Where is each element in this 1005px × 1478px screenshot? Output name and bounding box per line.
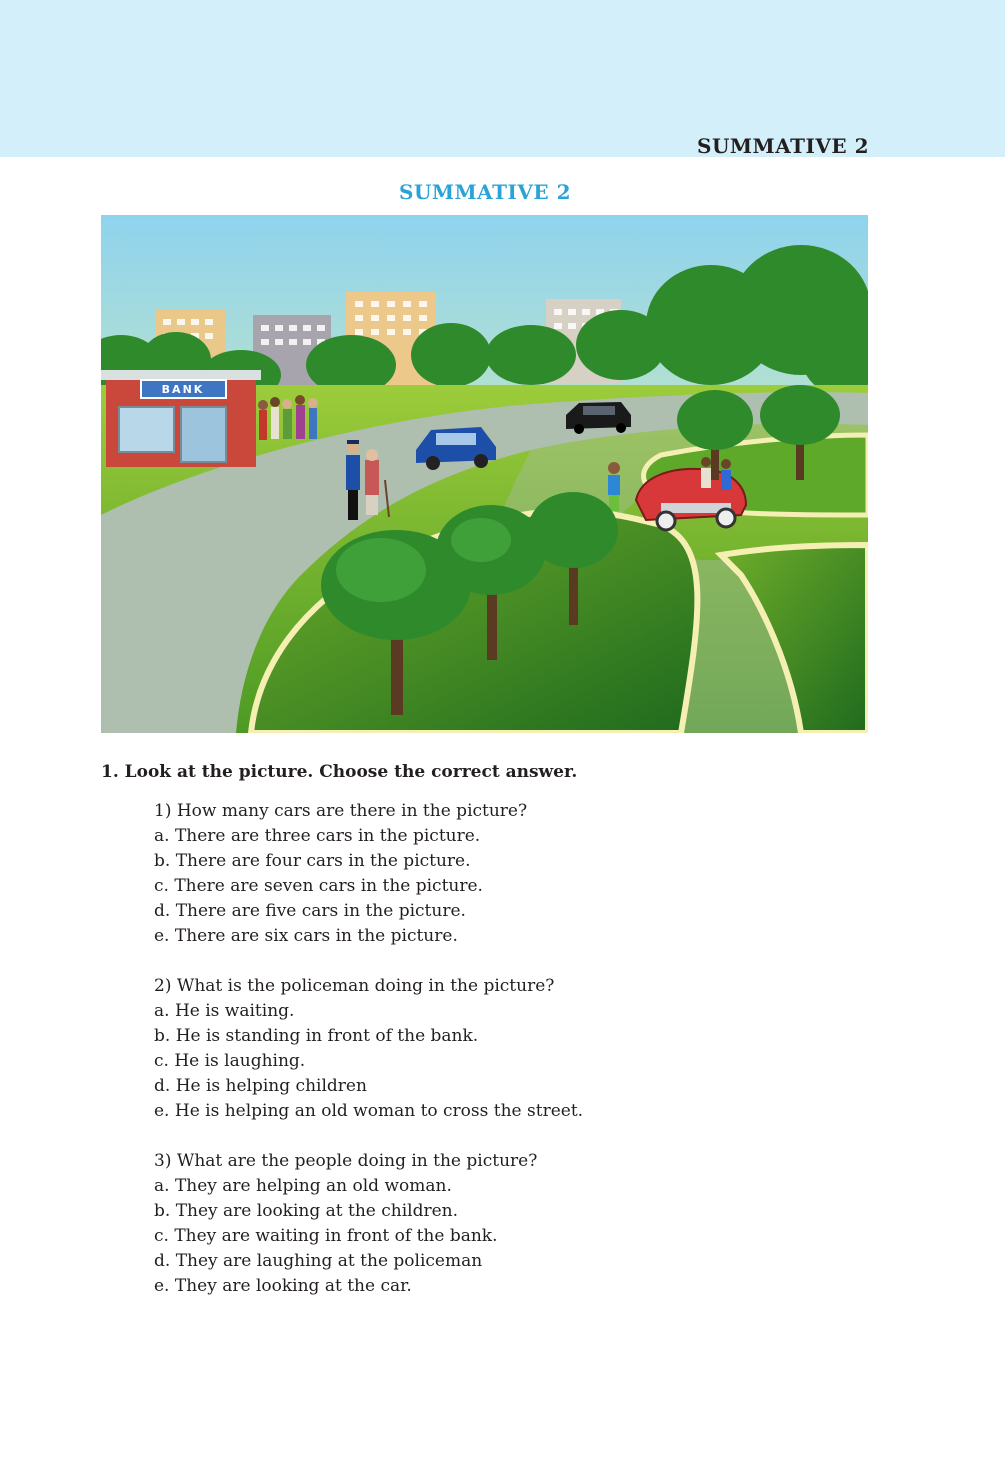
bank-sign: BANK [161,383,205,396]
answer-option: b. He is standing in front of the bank. [154,1026,479,1046]
answer-option: e. He is helping an old woman to cross the street. [154,1101,584,1121]
task-instruction: 1. Look at the picture. Choose the correct answer. [101,762,578,782]
question-list [154,799,874,1324]
page-title: SUMMATIVE 2 [399,180,571,204]
answer-option: e. They are looking at the car. [154,1276,412,1296]
answer-option: c. He is laughing. [154,1051,306,1071]
bank-building [101,370,261,467]
street-illustration [101,215,868,733]
question-prompt: 1) How many cars are there in the picture? [154,801,528,821]
answer-option: d. They are laughing at the policeman [154,1251,483,1271]
answer-option: c. There are seven cars in the picture. [154,876,483,896]
answer-option: a. They are helping an old woman. [154,1176,452,1196]
running-head: SUMMATIVE 2 [697,134,869,158]
answer-option: a. He is waiting. [154,1001,295,1021]
answer-option: d. There are five cars in the picture. [154,901,466,921]
question-2 [154,974,874,1124]
question-prompt: 2) What is the policeman doing in the picture? [154,976,555,996]
answer-option: c. They are waiting in front of the bank. [154,1226,498,1246]
answer-option: b. They are looking at the children. [154,1201,459,1221]
answer-option: d. He is helping children [154,1076,367,1096]
question-prompt: 3) What are the people doing in the picture? [154,1151,538,1171]
answer-option: b. There are four cars in the picture. [154,851,471,871]
answer-option: a. There are three cars in the picture. [154,826,481,846]
question-1 [154,799,874,949]
question-3 [154,1149,874,1299]
answer-option: e. There are six cars in the picture. [154,926,458,946]
